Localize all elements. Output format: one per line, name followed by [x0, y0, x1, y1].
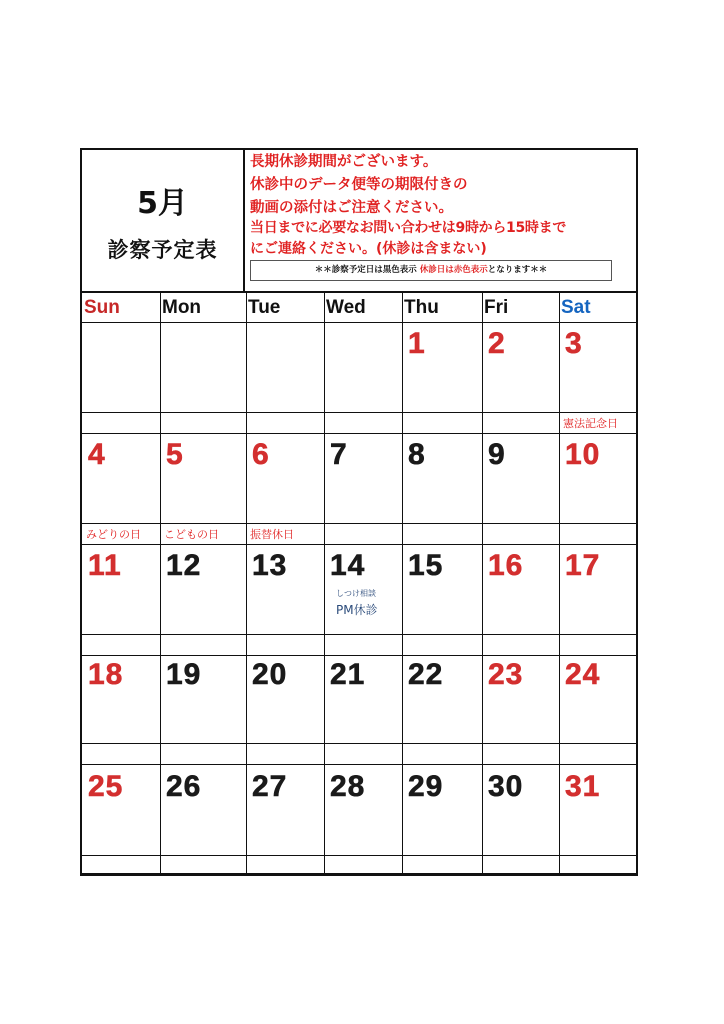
holiday-strip-divider	[82, 855, 636, 856]
day-cell-26[interactable]: 26	[166, 770, 202, 803]
day-cell-21[interactable]: 21	[330, 658, 366, 691]
color-legend	[250, 260, 612, 281]
legend-open-text: ＊＊診察予定日は黒色表示	[314, 265, 417, 275]
day-cell-23[interactable]: 23	[488, 658, 524, 691]
day-cell-15[interactable]: 15	[408, 549, 444, 582]
day-cell-17[interactable]: 17	[565, 549, 601, 582]
day-cell-29[interactable]: 29	[408, 770, 444, 803]
weekday-mon: Mon	[162, 297, 202, 318]
weekday-fri: Fri	[484, 297, 509, 318]
column-divider	[402, 291, 403, 874]
column-divider	[559, 291, 560, 874]
month-title: 5月	[137, 186, 188, 221]
notice-line: 動画の添付はご注意ください。	[250, 200, 453, 216]
day-cell-2[interactable]: 2	[488, 327, 506, 360]
notice-box	[245, 150, 636, 291]
holiday-label: こどもの日	[164, 528, 219, 541]
week-4-row	[82, 654, 636, 765]
legend-suffix-text: となります＊＊	[487, 265, 548, 275]
holiday-label: 憲法記念日	[563, 417, 618, 430]
day-cell-20[interactable]: 20	[252, 658, 288, 691]
holiday-strip-divider	[82, 523, 636, 524]
notice-line: 休診中のデータ便等の期限付きの	[250, 177, 468, 193]
day-cell-30[interactable]: 30	[488, 770, 524, 803]
day-cell-8[interactable]: 8	[408, 438, 426, 471]
holiday-strip-divider	[82, 743, 636, 744]
notice-line: 長期休診期間がございます。	[250, 154, 438, 170]
day-cell-27[interactable]: 27	[252, 770, 288, 803]
holiday-label: 振替休日	[250, 528, 294, 541]
notice-line: 当日までに必要なお問い合わせは9時から15時まで	[250, 220, 567, 236]
day-cell-1[interactable]: 1	[408, 327, 426, 360]
holiday-strip-divider	[82, 634, 636, 635]
day-cell-3[interactable]: 3	[565, 327, 583, 360]
weekday-thu: Thu	[404, 297, 439, 318]
day-cell-11[interactable]: 11	[88, 549, 122, 582]
week-5-row	[82, 766, 636, 874]
calendar-table	[80, 148, 638, 876]
day-cell-19[interactable]: 19	[166, 658, 202, 691]
day-cell-4[interactable]: 4	[88, 438, 106, 471]
day-cell-10[interactable]: 10	[565, 438, 601, 471]
week-1-row	[82, 323, 636, 434]
weekday-header-row	[82, 291, 636, 323]
day-cell-16[interactable]: 16	[488, 549, 524, 582]
day-cell-24[interactable]: 24	[565, 658, 601, 691]
day-cell-7[interactable]: 7	[330, 438, 348, 471]
legend-closed-text: 休診日は赤色表示	[419, 265, 488, 275]
day-cell-9[interactable]: 9	[488, 438, 506, 471]
day-cell-14[interactable]: 14	[330, 549, 366, 582]
day-cell-22[interactable]: 22	[408, 658, 444, 691]
holiday-strip-divider	[82, 412, 636, 413]
week-3-row	[82, 545, 636, 656]
day-cell-28[interactable]: 28	[330, 770, 366, 803]
weekday-tue: Tue	[248, 297, 281, 318]
day-cell-6[interactable]: 6	[252, 438, 270, 471]
notice-line: にご連絡ください。(休診は含まない)	[250, 241, 487, 257]
weekday-sat: Sat	[561, 297, 591, 318]
column-divider	[324, 291, 325, 874]
day-cell-25[interactable]: 25	[88, 770, 124, 803]
day-cell-18[interactable]: 18	[88, 658, 124, 691]
column-divider	[160, 291, 161, 874]
day-cell-13[interactable]: 13	[252, 549, 288, 582]
column-divider	[246, 291, 247, 874]
holiday-label: みどりの日	[86, 528, 141, 541]
training-consult-note: しつけ相談	[336, 589, 376, 598]
day-cell-12[interactable]: 12	[166, 549, 202, 582]
pm-closed-note: PM休診	[336, 603, 378, 617]
day-cell-31[interactable]: 31	[565, 770, 601, 803]
weekday-wed: Wed	[326, 297, 366, 318]
day-cell-5[interactable]: 5	[166, 438, 184, 471]
schedule-title: 診察予定表	[107, 238, 218, 262]
column-divider	[482, 291, 483, 874]
weekday-sun: Sun	[84, 297, 120, 318]
title-box	[82, 150, 245, 291]
week-2-row	[82, 434, 636, 545]
